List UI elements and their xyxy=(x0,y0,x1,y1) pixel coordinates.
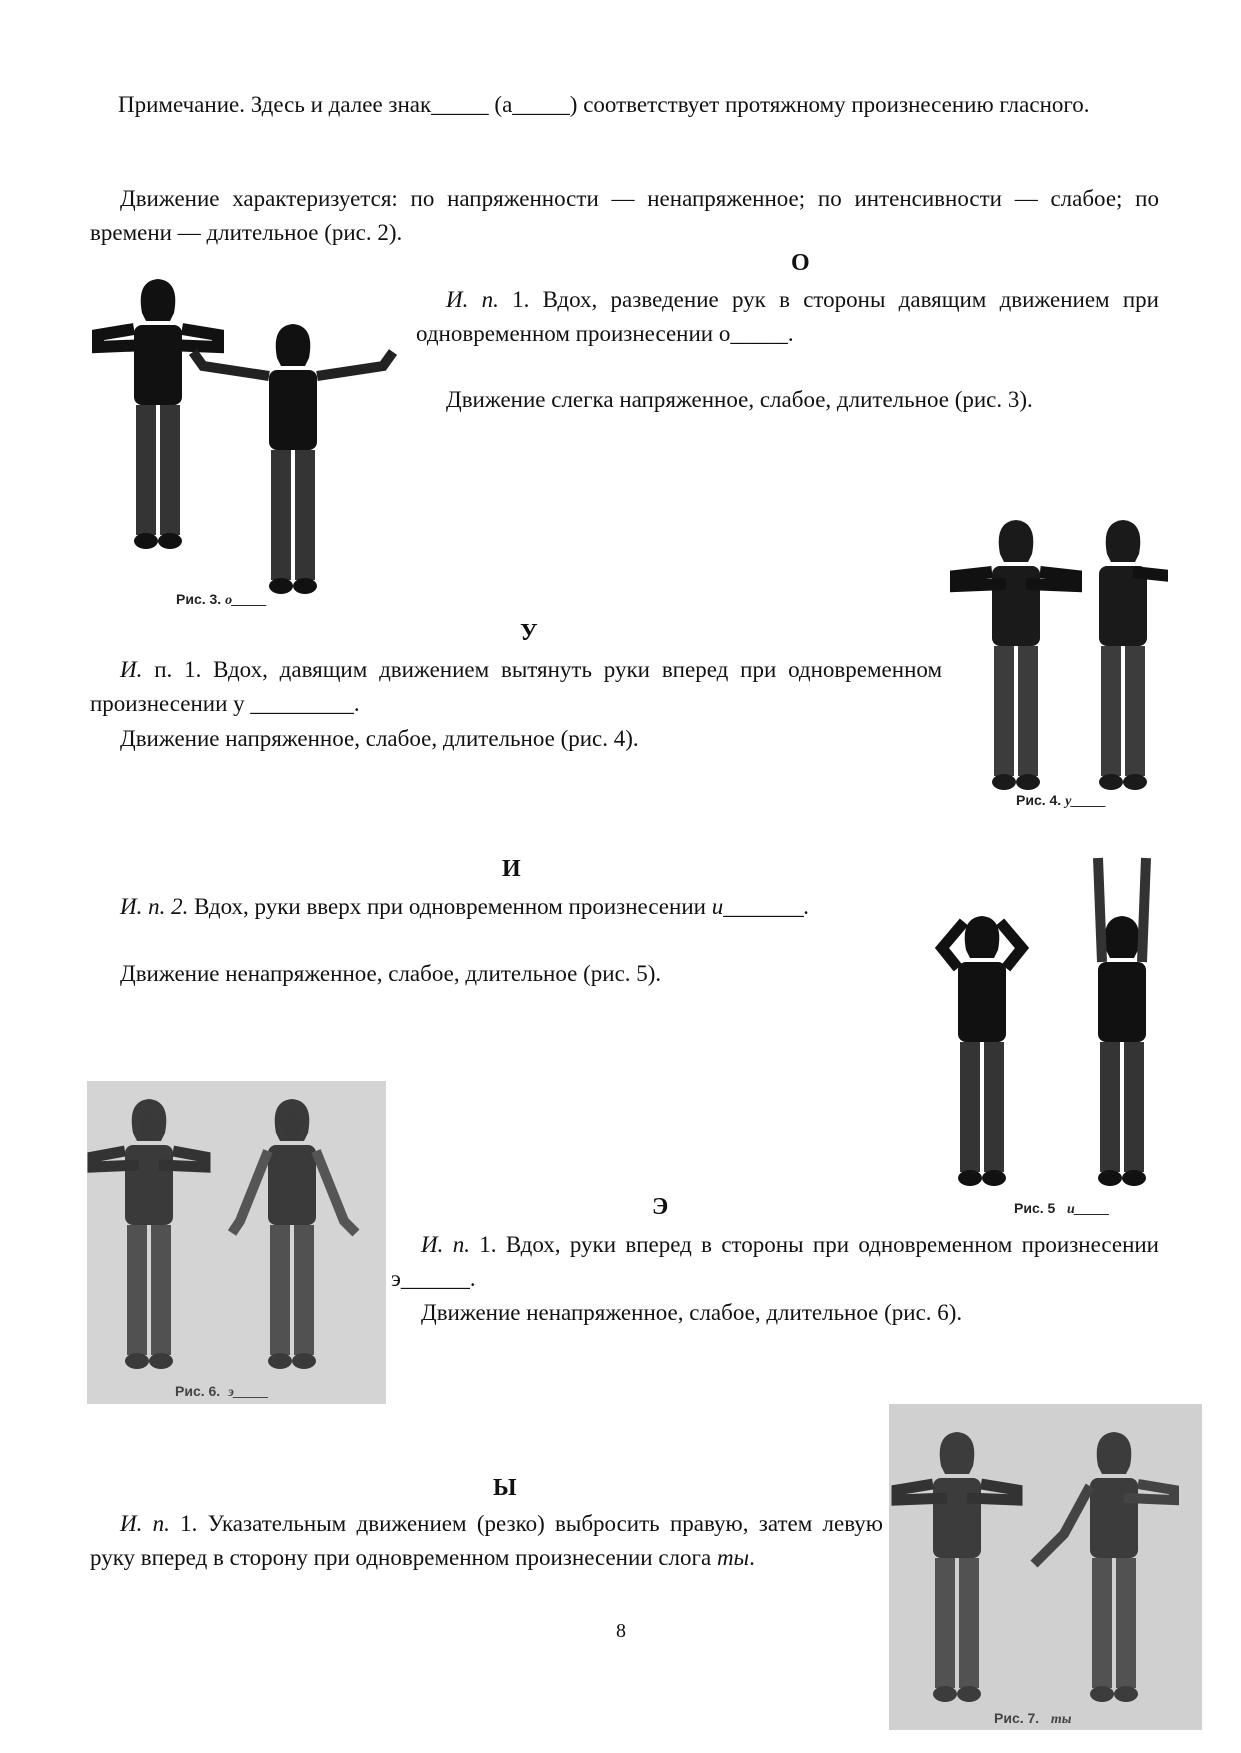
figure-4-illustration xyxy=(948,512,1168,812)
figure-5-caption: Рис. 5 и_____ xyxy=(1014,1200,1110,1217)
figure-3-caption: Рис. 3. о_____ xyxy=(176,591,268,608)
figure-6-illustration xyxy=(87,1081,386,1404)
desc-u: Движение напряженное, слабое, длительное (рис. 4). xyxy=(120,726,639,751)
desc-o: Движение слегка напряженное, слабое, длительное (рис. 3). xyxy=(446,387,1033,412)
paragraph-o xyxy=(416,283,1159,351)
paragraph-i xyxy=(90,890,906,924)
heading-u: У xyxy=(520,620,538,646)
desc-e: Движение ненапряженное, слабое, длительное (рис. 6). xyxy=(421,1300,963,1325)
figure-5-illustration xyxy=(922,838,1192,1223)
ip-label: И. п. xyxy=(421,1232,470,1257)
paragraph-y xyxy=(90,1507,883,1575)
paragraph-text: 1. Вдох, руки вперед в стороны при одновременном произнесении э______. xyxy=(391,1232,1159,1291)
figure-7-illustration xyxy=(889,1404,1202,1730)
figure-3 xyxy=(88,261,406,616)
figure-4 xyxy=(948,512,1168,812)
heading-i: И xyxy=(502,856,521,882)
paragraph-e xyxy=(391,1228,1159,1296)
figure-6 xyxy=(87,1081,386,1404)
sound-blank: и_______. xyxy=(711,894,810,919)
figure-7 xyxy=(889,1404,1202,1730)
period: . xyxy=(749,1545,755,1570)
desc-i: Движение ненапряженное, слабое, длительное (рис. 5). xyxy=(120,961,662,986)
heading-y: Ы xyxy=(493,1475,517,1501)
ip-label: И. п. xyxy=(120,1511,170,1536)
figure-5 xyxy=(922,838,1192,1223)
paragraph-text: п. 1. Вдох, давящим движением вытянуть руки вперед при одновременном произнесении у _________. xyxy=(90,657,942,716)
figure-7-caption: Рис. 7. ты xyxy=(994,1710,1072,1727)
heading-e: Э xyxy=(652,1194,669,1220)
paragraph-u xyxy=(90,653,942,721)
heading-o: О xyxy=(791,250,810,276)
ip-label: И. п. xyxy=(446,287,499,312)
paragraph-text: 1. Указательным движением (резко) выбросить правую, затем левую руку вперед в сторону при одновременном произнесении слога xyxy=(90,1511,883,1570)
note-text: Примечание. Здесь и далее знак_____ (а_____) соответствует протяжному произнесению гласного. xyxy=(118,92,1090,117)
syllable: ты xyxy=(716,1545,750,1570)
note-paragraph xyxy=(118,88,1159,122)
paragraph-text: Вдох, руки вверх при одновременном произнесении xyxy=(188,894,712,919)
figure-3-illustration xyxy=(88,261,406,616)
ip-label: И. п. 2. xyxy=(120,894,189,919)
figure-4-caption: Рис. 4. у_____ xyxy=(1016,792,1107,809)
intro-paragraph: Движение характеризуется: по напряженности — ненапряженное; по интенсивности — слабое; по времени — длительное (рис. 2). xyxy=(90,186,1159,245)
page-number: 8 xyxy=(616,1620,626,1642)
ip-label: И. xyxy=(120,657,143,682)
figure-6-caption: Рис. 6. э_____ xyxy=(175,1383,269,1400)
paragraph-text: 1. Вдох, разведение рук в стороны давящим движением при одновременном произнесении о_____. xyxy=(416,287,1159,346)
